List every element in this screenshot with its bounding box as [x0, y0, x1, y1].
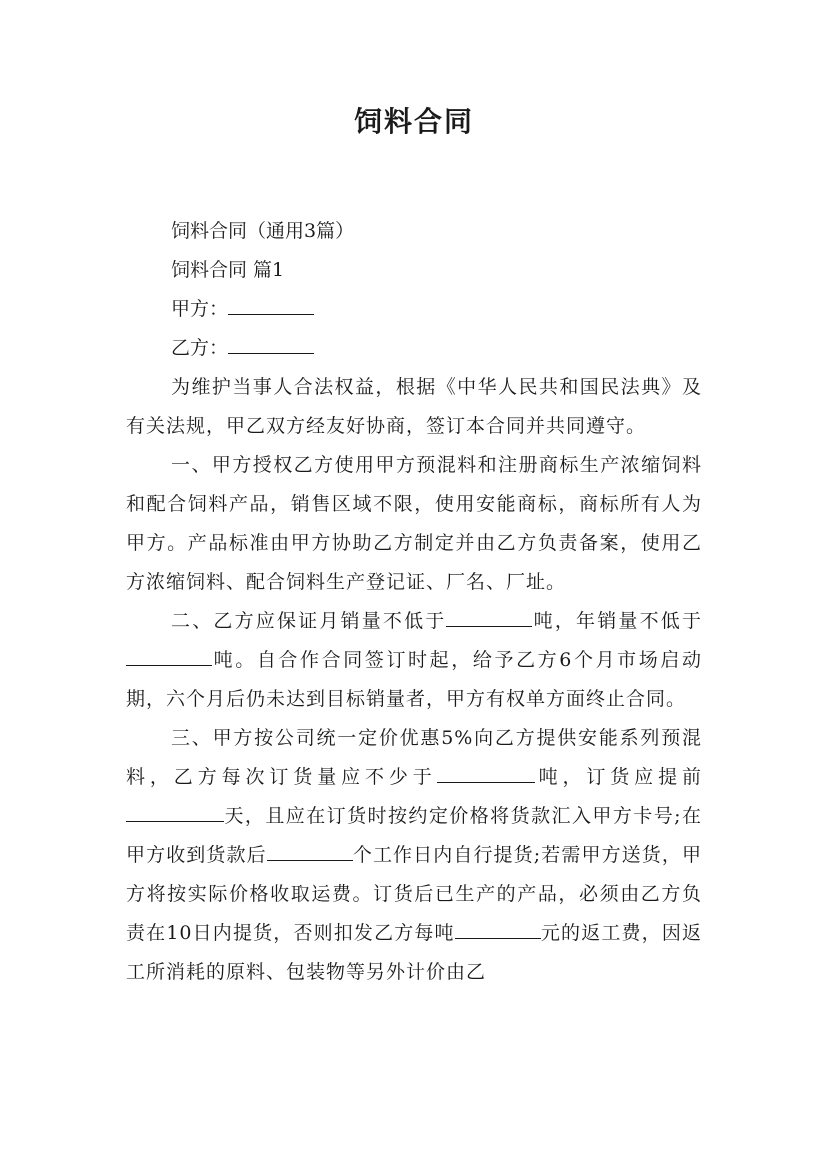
order-days-blank — [126, 803, 224, 822]
clause-2-text-2: 吨，年销量不低于 — [532, 610, 702, 632]
clause-1: 一、甲方授权乙方使用甲方预混料和注册商标生产浓缩饲料和配合饲料产品，销售区域不限，使用安能商标，商标所有人为甲方。产品标准由甲方协助乙方制定并由乙方负责备案，使用乙方浓缩饲料、配合饲料生产登记证、厂名、厂址。 — [126, 454, 702, 593]
clause-3-text-1: 三、甲方按公司统一定价优惠5%向乙方提供安能系列预混料，乙方每次订货量应不少于 — [126, 727, 702, 788]
clause-3 — [126, 719, 702, 992]
clause-3-text-4: 个工作日内自行提货;若需甲方送货，甲方将按实际价格收取运费。订货后已生产的产品，必须由乙方负责在10日内提货，否则扣发乙方每吨 — [126, 844, 702, 944]
rework-fee-blank — [455, 920, 541, 939]
annual-volume-blank — [126, 647, 212, 666]
section-heading: 饲料合同 篇1 — [171, 259, 285, 281]
document-title: 饲料合同 — [353, 105, 474, 138]
pickup-days-blank — [267, 842, 353, 861]
clause-3-text-2: 吨，订货应提前 — [534, 766, 702, 788]
document-page — [126, 96, 702, 992]
document-subtitle: 饲料合同（通用3篇） — [171, 220, 355, 242]
clause-2-text-3: 吨。自合作合同签订时起，给予乙方6个月市场启动期，六个月后仍未达到目标销量者，甲方有权单方面终止合同。 — [126, 649, 702, 710]
party-b-label: 乙方： — [171, 337, 229, 359]
order-volume-blank — [437, 764, 535, 783]
clause-2 — [126, 602, 702, 719]
party-a-line — [126, 290, 702, 329]
clause-3-text-5: 元的返工费，因返工所消耗的原料、包装物等另外计价由乙 — [126, 922, 702, 983]
monthly-volume-blank — [446, 608, 532, 627]
party-a-blank — [228, 296, 314, 315]
party-a-label: 甲方： — [171, 298, 229, 320]
party-b-line — [126, 329, 702, 368]
intro-paragraph: 为维护当事人合法权益，根据《中华人民共和国民法典》及有关法规，甲乙双方经友好协商，签订本合同并共同遵守。 — [126, 376, 702, 437]
party-b-blank — [228, 335, 314, 354]
clause-3-text-3: 天，且应在订货时按约定价格将货款汇入甲方卡号;在甲方收到货款后 — [126, 805, 702, 866]
clause-2-text-1: 二、乙方应保证月销量不低于 — [171, 610, 447, 632]
